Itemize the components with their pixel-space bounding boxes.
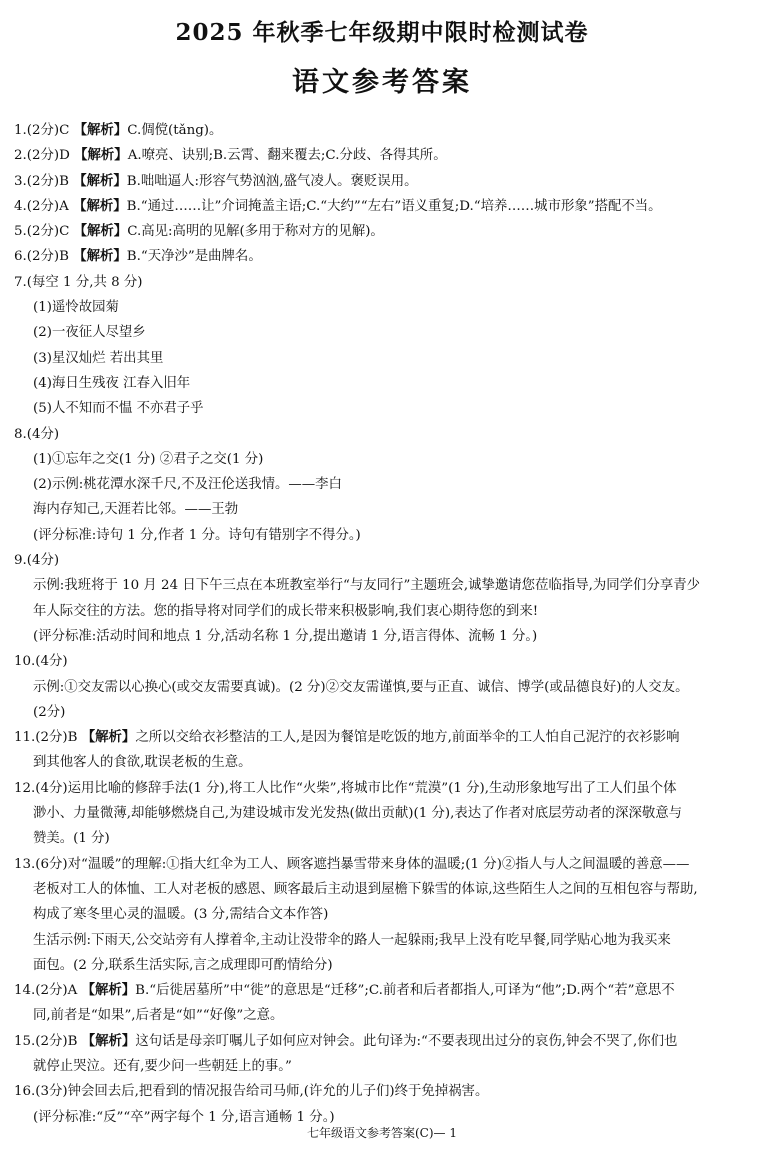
answer-line: 海内存知己,天涯若比邻。——王勃 [33, 502, 239, 518]
answer-line: 13.(6分)对“温暖”的理解:①指大红伞为工人、顾客遮挡暴雪带来身体的温暖;(1 分)②指人与人之间温暖的善意—— [14, 856, 690, 872]
answer-line: (评分标准:活动时间和地点 1 分,活动名称 1 分,提出邀请 1 分,语言得体、流畅 1 分。) [33, 628, 538, 644]
answer-line: 15.(2分)B 【解析】这句话是母亲叮嘱儿子如何应对钟会。此句译为:“不要表现出过分的哀伤,钟会不哭了,你们也 [14, 1032, 678, 1049]
answer-line: 5.(2分)C 【解析】C.高见:高明的见解(多用于称对方的见解)。 [14, 223, 384, 240]
answer-line: 构成了寒冬里心灵的温暖。(3 分,需结合文本作答) [33, 907, 329, 923]
page-subtitle: 语文参考答案 [292, 67, 472, 98]
answer-line: 老板对工人的体恤、工人对老板的感恩、顾客最后主动退到屋檐下躲雪的体谅,这些陌生人之间的互相包容与帮助, [33, 881, 698, 897]
answer-line: 渺小、力量微薄,却能够燃烧自己,为建设城市发光发热(做出贡献)(1 分),表达了作者对底层劳动者的深深敬意与 [33, 806, 683, 822]
answer-line: 4.(2分)A 【解析】B.“通过……让”介词掩盖主语;C.“大约”“左右”语义重复;D.“培养……城市形象”搭配不当。 [14, 197, 662, 214]
answer-line: 6.(2分)B 【解析】B.“天净沙”是曲牌名。 [14, 248, 262, 265]
analysis-tag: 【解析】 [81, 1032, 136, 1049]
answer-line: 生活示例:下雨天,公交站旁有人撑着伞,主动让没带伞的路人一起躲雨;我早上没有吃早餐,同学贴心地为我买来 [33, 932, 671, 948]
answer-line: (评分标准:诗句 1 分,作者 1 分。诗句有错别字不得分。) [33, 527, 361, 543]
answer-line: 同,前者是“如果”,后者是“如”“好像”之意。 [33, 1008, 284, 1024]
analysis-tag: 【解析】 [73, 122, 128, 138]
answer-line: 8.(4分) [14, 426, 60, 442]
answer-body [14, 118, 754, 1130]
answer-line: (2)一夜征人尽望乡 [33, 325, 146, 341]
answer-line: (5)人不知而不愠 不亦君子乎 [33, 401, 204, 417]
answer-line: (评分标准:“反”“卒”两字每个 1 分,语言通畅 1 分。) [33, 1109, 335, 1125]
answer-line: (3)星汉灿烂 若出其里 [33, 350, 164, 366]
answer-line: (4)海日生残夜 江春入旧年 [33, 375, 191, 391]
answer-line: 12.(4分)运用比喻的修辞手法(1 分),将工人比作“火柴”,将城市比作“荒漠”(1 分),生动形象地写出了工人们虽个体 [14, 780, 677, 796]
answer-line: 面包。(2 分,联系生活实际,言之成理即可酌情给分) [33, 957, 333, 973]
answer-line: (1)①忘年之交(1 分) ②君子之交(1 分) [33, 451, 264, 467]
answer-line: 示例:我班将于 10 月 24 日下午三点在本班教室举行“与友同行”主题班会,诚挚邀请您莅临指导,为同学们分享青少 [33, 578, 701, 594]
answer-line: 示例:①交友需以心换心(或交友需要真诚)。(2 分)②交友需谨慎,要与正直、诚信、博学(或品德良好)的人交友。 [33, 679, 689, 695]
answer-line: 16.(3分)钟会回去后,把看到的情况报告给司马师,(许允的儿子们)终于免掉祸害。 [14, 1084, 489, 1100]
page-footer: 七年级语文参考答案(C)— 1 [307, 1126, 457, 1140]
answer-line: 年人际交往的方法。您的指导将对同学们的成长带来积极影响,我们衷心期待您的到来! [33, 603, 539, 619]
answer-line: 就停止哭泣。还有,要少问一些朝廷上的事。” [33, 1058, 292, 1074]
answer-line: 2.(2分)D 【解析】A.嘹亮、诀别;B.云霄、翻来覆去;C.分歧、各得其所。 [14, 147, 447, 164]
analysis-tag: 【解析】 [73, 223, 128, 240]
answer-line: 1.(2分)C 【解析】C.倜傥(tǎng)。 [14, 122, 223, 138]
answer-line: (1)遥怜故园菊 [33, 300, 119, 316]
answer-line: 3.(2分)B 【解析】B.咄咄逼人:形容气势汹汹,盛气凌人。褒贬误用。 [14, 172, 418, 189]
answer-line: 9.(4分) [14, 553, 60, 569]
analysis-tag: 【解析】 [74, 147, 128, 164]
answer-line: (2分) [33, 704, 66, 720]
answer-line: (2)示例:桃花潭水深千尺,不及汪伦送我情。——李白 [33, 477, 342, 493]
analysis-tag: 【解析】 [73, 248, 127, 265]
answer-line: 11.(2分)B 【解析】之所以交给衣衫整洁的工人,是因为餐馆是吃饭的地方,前面举伞的工人怕自己泥泞的衣衫影响 [14, 729, 680, 746]
answer-line: 14.(2分)A 【解析】B.“后徙居墓所”中“徙”的意思是“迁移”;C.前者和后者都指人,可译为“他”;D.两个“若”意思不 [14, 982, 675, 999]
answer-line: 7.(每空 1 分,共 8 分) [14, 274, 143, 290]
analysis-tag: 【解析】 [73, 172, 127, 189]
answer-line: 10.(4分) [14, 654, 68, 670]
analysis-tag: 【解析】 [73, 197, 127, 214]
analysis-tag: 【解析】 [81, 729, 136, 746]
answer-line: 赞美。(1 分) [33, 831, 110, 847]
analysis-tag: 【解析】 [81, 982, 136, 999]
page-title: 2025 年秋季七年级期中限时检测试卷 [175, 19, 589, 46]
answer-line: 到其他客人的食欲,耽误老板的生意。 [33, 755, 252, 771]
